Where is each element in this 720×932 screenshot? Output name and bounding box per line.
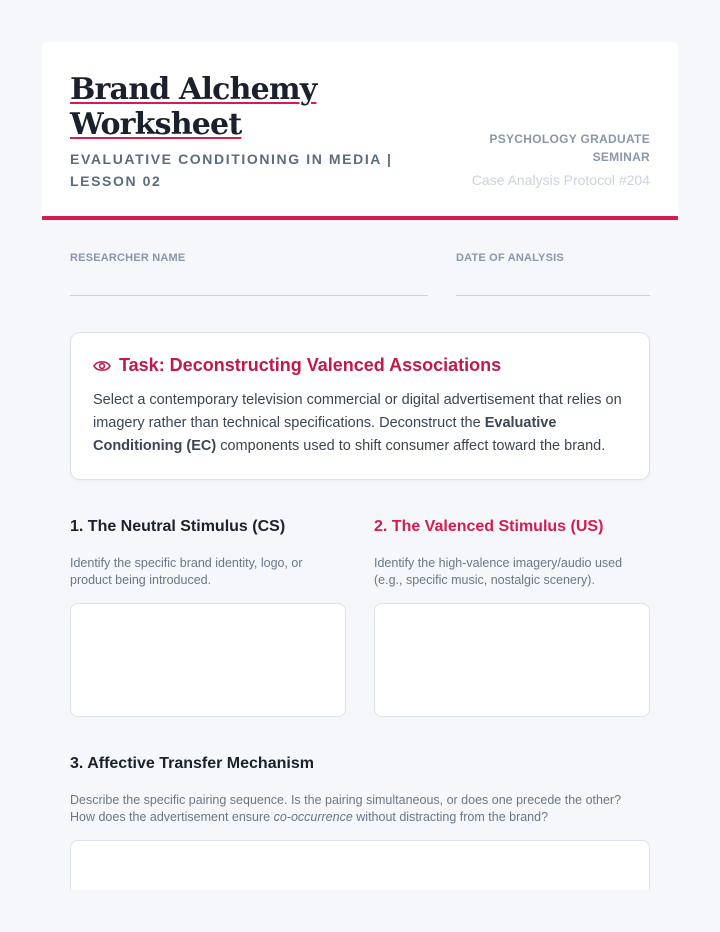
header-meta [430,130,650,188]
section-2-response-box[interactable] [374,603,650,717]
worksheet-header [42,42,678,220]
section-3-title: 3. Affective Transfer Mechanism [70,755,314,772]
section-3-description: Describe the specific pairing sequence. Is the pairing simultaneous, or does one precede the other? How does the advertisement ensure co-occurrence without distracting from the brand? [70,793,622,824]
date-of-analysis-label: DATE OF ANALYSIS [456,252,564,264]
section-1-response-box[interactable] [70,603,346,717]
date-of-analysis-field[interactable] [456,295,650,296]
page-title: Brand Alchemy Worksheet [70,72,317,142]
researcher-name-field[interactable] [70,295,428,296]
protocol-label: Case Analysis Protocol #204 [471,172,650,188]
eye-icon [93,359,111,373]
task-title: Task: Deconstructing Valenced Associations [119,355,502,375]
task-card [70,332,650,480]
section-1-description: Identify the specific brand identity, logo, or product being introduced. [70,556,303,587]
page-subtitle: EVALUATIVE CONDITIONING IN MEDIA | LESSON 02 [70,151,393,189]
researcher-name-label: RESEARCHER NAME [70,252,186,264]
section-2-description: Identify the high-valence imagery/audio used (e.g., specific music, nostalgic scenery). [374,556,623,587]
section-3-response-box[interactable] [70,840,650,890]
task-description: Select a contemporary television commercial or digital advertisement that relies on imagery rather than technical specifications. Deconstruct the Evaluative Conditioning (EC) components used to shift consumer affect toward the brand. [93,392,622,454]
organization-label: PSYCHOLOGY GRADUATE SEMINAR [489,132,650,164]
task-heading [93,355,501,376]
section-2-title: 2. The Valenced Stimulus (US) [374,518,604,535]
task-keyword: Evaluative Conditioning (EC) [93,415,557,454]
section-1-title: 1. The Neutral Stimulus (CS) [70,518,286,535]
